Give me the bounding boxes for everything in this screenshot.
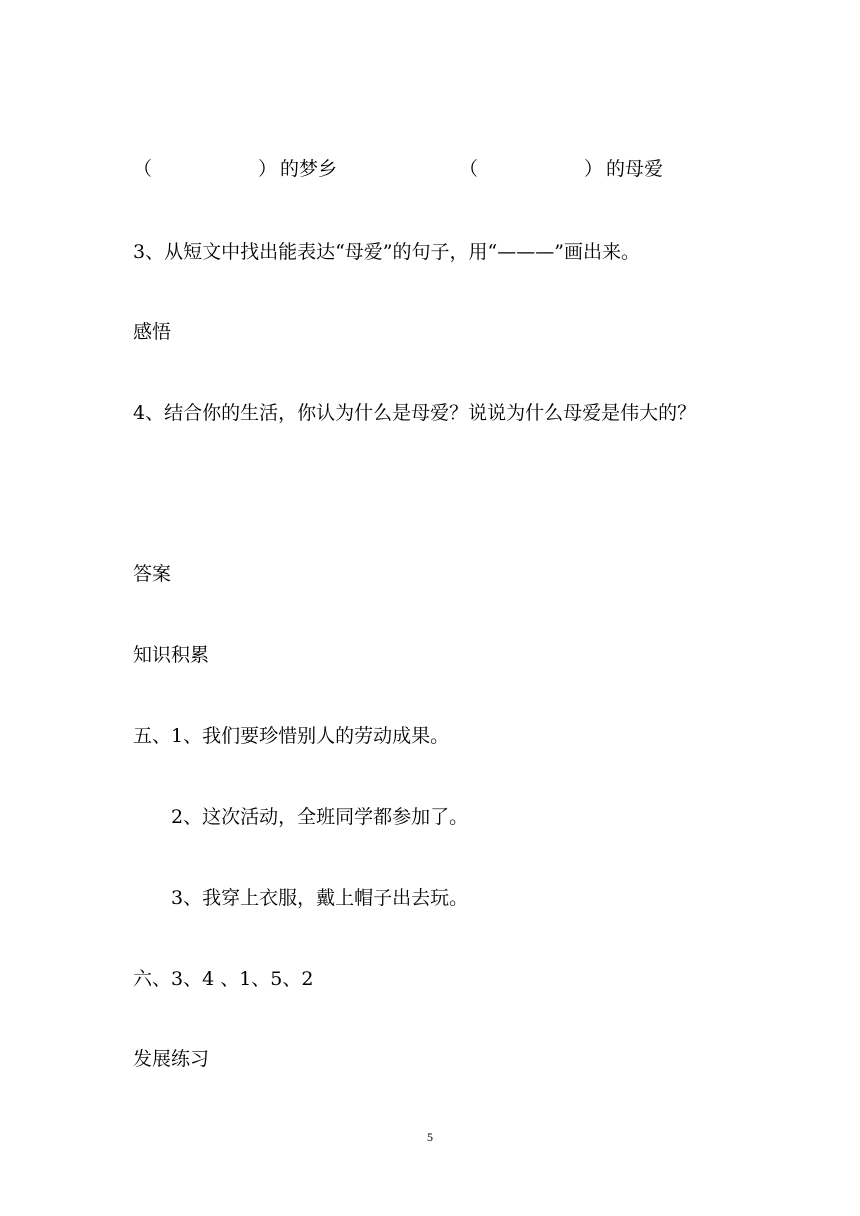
answer-5-item-3: 3、我穿上衣服，戴上帽子出去玩。: [171, 887, 469, 909]
development-heading: 发展练习: [133, 1048, 210, 1070]
right-blank-phrase: 的母爱: [606, 158, 664, 180]
answer-6: 六、3、4 、1、5、2: [133, 968, 314, 990]
answers-heading: 答案: [133, 563, 172, 585]
page-number: 5: [427, 1130, 433, 1144]
right-blank-open-paren: （: [459, 158, 479, 180]
answer-5-item-2: 2、这次活动，全班同学都参加了。: [171, 806, 469, 828]
section-gan-wu: 感悟: [133, 321, 172, 343]
question-3: 3、从短文中找出能表达“母爱”的句子，用“———”画出来。: [133, 241, 640, 263]
knowledge-heading: 知识积累: [133, 644, 210, 666]
right-blank-close-paren: ）: [584, 158, 604, 180]
question-4: 4、结合你的生活，你认为什么是母爱？说说为什么母爱是伟大的？: [133, 402, 697, 424]
answer-5-item-1: 五、1、我们要珍惜别人的劳动成果。: [133, 725, 450, 747]
left-blank-phrase: 的梦乡: [280, 158, 338, 180]
left-blank-close-paren: ）: [258, 158, 278, 180]
left-blank-open-paren: （: [133, 158, 153, 180]
